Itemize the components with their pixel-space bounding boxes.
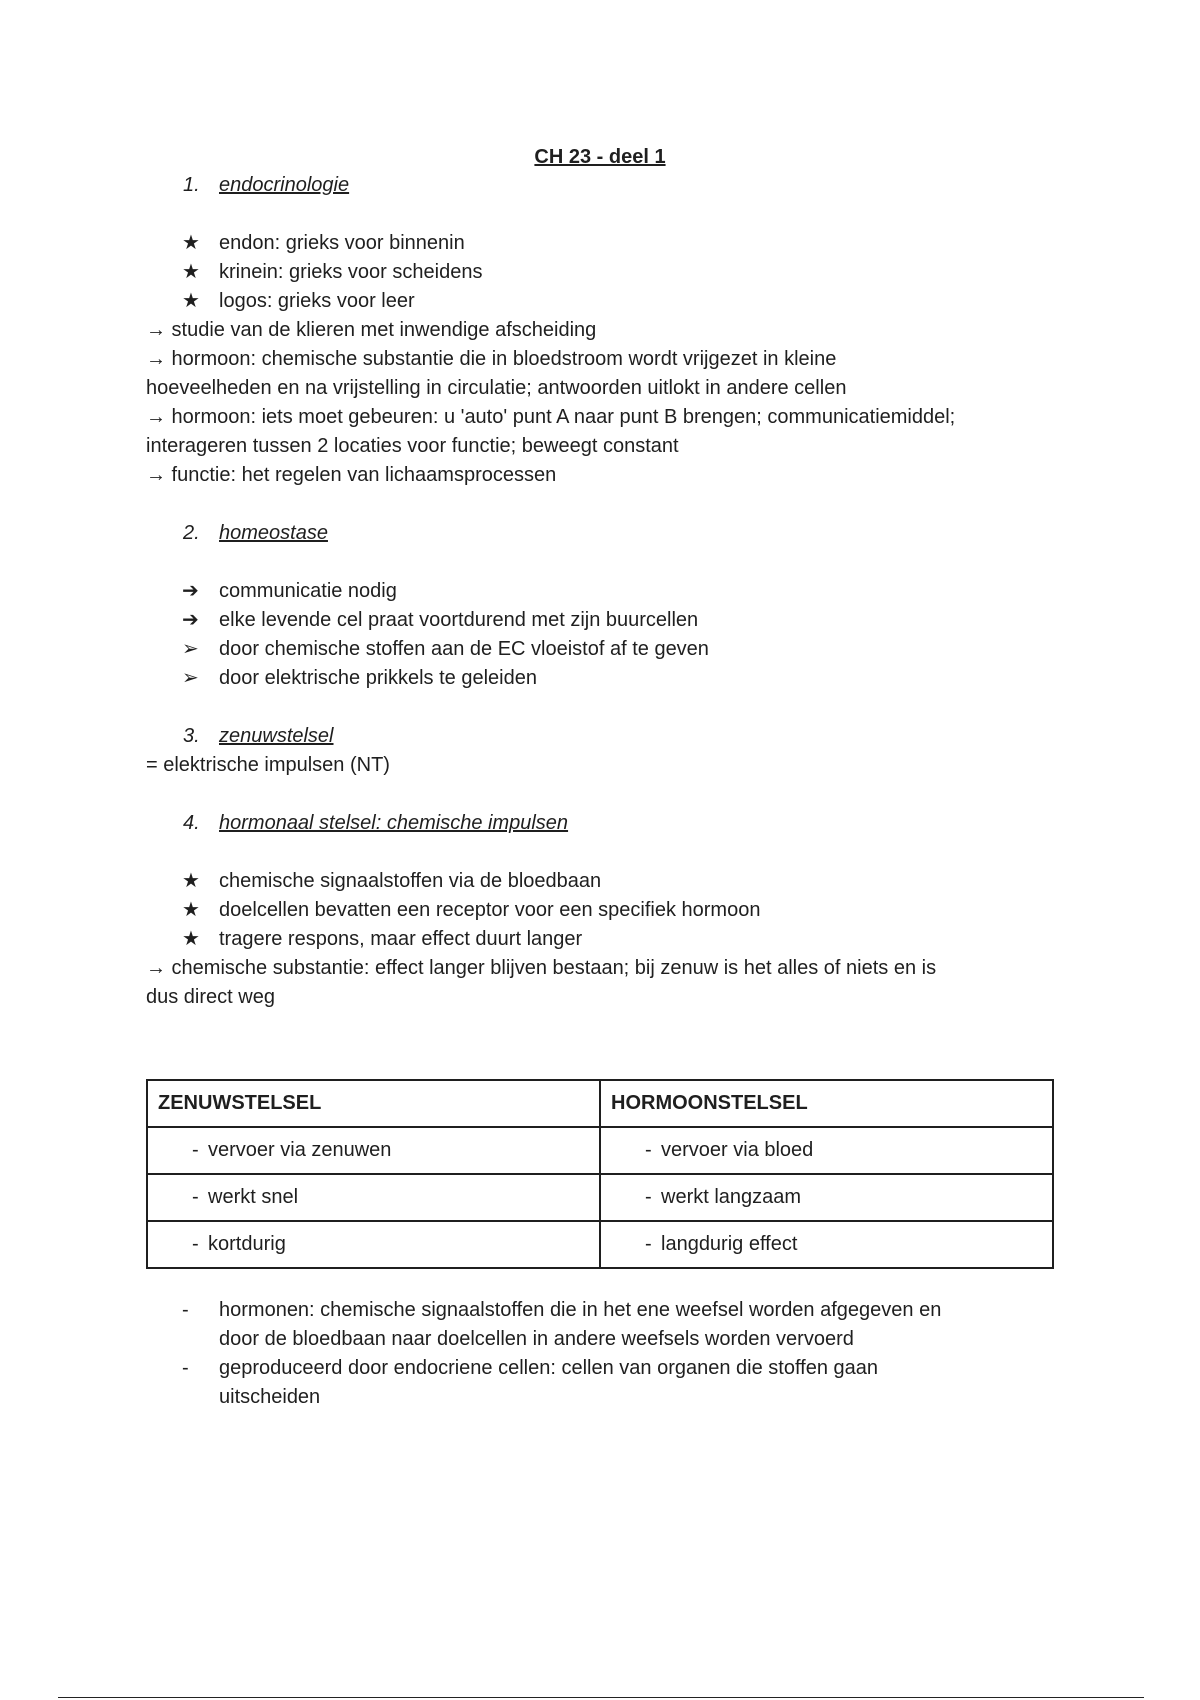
section-heading-homeostase (146, 519, 1066, 548)
list-item: - hormonen: chemische signaalstoffen die in het ene weefsel worden afgegeven en door de bloedbaan naar doelcellen in andere weefsels worden vervoerd (146, 1296, 1066, 1354)
table-header-row (147, 1080, 1053, 1127)
dash-marker: - (182, 1357, 189, 1379)
section-number: 4. (183, 812, 200, 834)
section-heading-hormonaal-stelsel (146, 809, 1066, 838)
list-item: ★ tragere respons, maar effect duurt langer (146, 925, 1066, 954)
star-icon: ★ (182, 232, 200, 254)
list-item: ★ logos: grieks voor leer (146, 287, 1066, 316)
list-item: - geproduceerd door endocriene cellen: cellen van organen die stoffen gaan uitscheiden (146, 1354, 1066, 1412)
text-line: → functie: het regelen van lichaamsprocessen (146, 464, 557, 486)
section-number: 2. (183, 522, 200, 544)
table-header-cell: HORMOONSTELSEL (600, 1080, 1053, 1127)
text-line: → studie van de klieren met inwendige afscheiding (146, 319, 597, 341)
star-icon: ★ (182, 261, 200, 283)
list-item: ★ chemische signaalstoffen via de bloedbaan (146, 867, 1066, 896)
list-item: ➔ communicatie nodig (146, 577, 1066, 606)
table-cell: - werkt snel (147, 1174, 600, 1221)
table-header-cell: ZENUWSTELSEL (147, 1080, 600, 1127)
document-body (146, 171, 1066, 1412)
list-item: ➔ elke levende cel praat voortdurend met zijn buurcellen (146, 606, 1066, 635)
list-item: ➢ door chemische stoffen aan de EC vloeistof af te geven (146, 635, 1066, 664)
section-number: 3. (183, 725, 200, 747)
dash-marker: - (182, 1299, 189, 1321)
comparison-table (146, 1079, 1054, 1269)
text-line: → hormoon: chemische substantie die in bloedstroom wordt vrijgezet in kleine (146, 348, 837, 370)
section-title: homeostase (219, 522, 328, 544)
arrow-icon: ➔ (182, 609, 199, 631)
table-cell: - langdurig effect (600, 1221, 1053, 1268)
text-line: interageren tussen 2 locaties voor functie; beweegt constant (146, 435, 679, 457)
star-icon: ★ (182, 928, 200, 950)
text-line: = elektrische impulsen (NT) (146, 754, 390, 776)
text-line: hoeveelheden en na vrijstelling in circulatie; antwoorden uitlokt in andere cellen (146, 377, 847, 399)
table-row (147, 1221, 1053, 1268)
arrowhead-icon: ➢ (182, 638, 199, 660)
section-heading-zenuwstelsel (146, 722, 1066, 751)
table-cell: - vervoer via bloed (600, 1127, 1053, 1174)
star-icon: ★ (182, 870, 200, 892)
section-heading-endocrinologie (146, 171, 1066, 200)
list-item: ★ krinein: grieks voor scheidens (146, 258, 1066, 287)
table-cell: - werkt langzaam (600, 1174, 1053, 1221)
table-row (147, 1174, 1053, 1221)
section-number: 1. (183, 174, 200, 196)
table-cell: - kortdurig (147, 1221, 600, 1268)
section-title: endocrinologie (219, 174, 350, 196)
list-item: ★ doelcellen bevatten een receptor voor een specifiek hormoon (146, 896, 1066, 925)
star-icon: ★ (182, 899, 200, 921)
text-line: dus direct weg (146, 986, 275, 1008)
arrowhead-icon: ➢ (182, 667, 199, 689)
star-icon: ★ (182, 290, 200, 312)
list-item: ➢ door elektrische prikkels te geleiden (146, 664, 1066, 693)
text-line: → hormoon: iets moet gebeuren: u 'auto' punt A naar punt B brengen; communicatiemiddel; (146, 406, 956, 428)
section-title: hormonaal stelsel: chemische impulsen (219, 812, 569, 834)
table-cell: - vervoer via zenuwen (147, 1127, 600, 1174)
section-title: zenuwstelsel (219, 725, 334, 747)
page-divider (58, 1697, 1144, 1698)
table-row (147, 1127, 1053, 1174)
list-item: ★ endon: grieks voor binnenin (146, 229, 1066, 258)
arrow-icon: ➔ (182, 580, 199, 602)
text-line: → chemische substantie: effect langer blijven bestaan; bij zenuw is het alles of niets en is (146, 957, 937, 979)
page-title: CH 23 - deel 1 (534, 146, 666, 168)
